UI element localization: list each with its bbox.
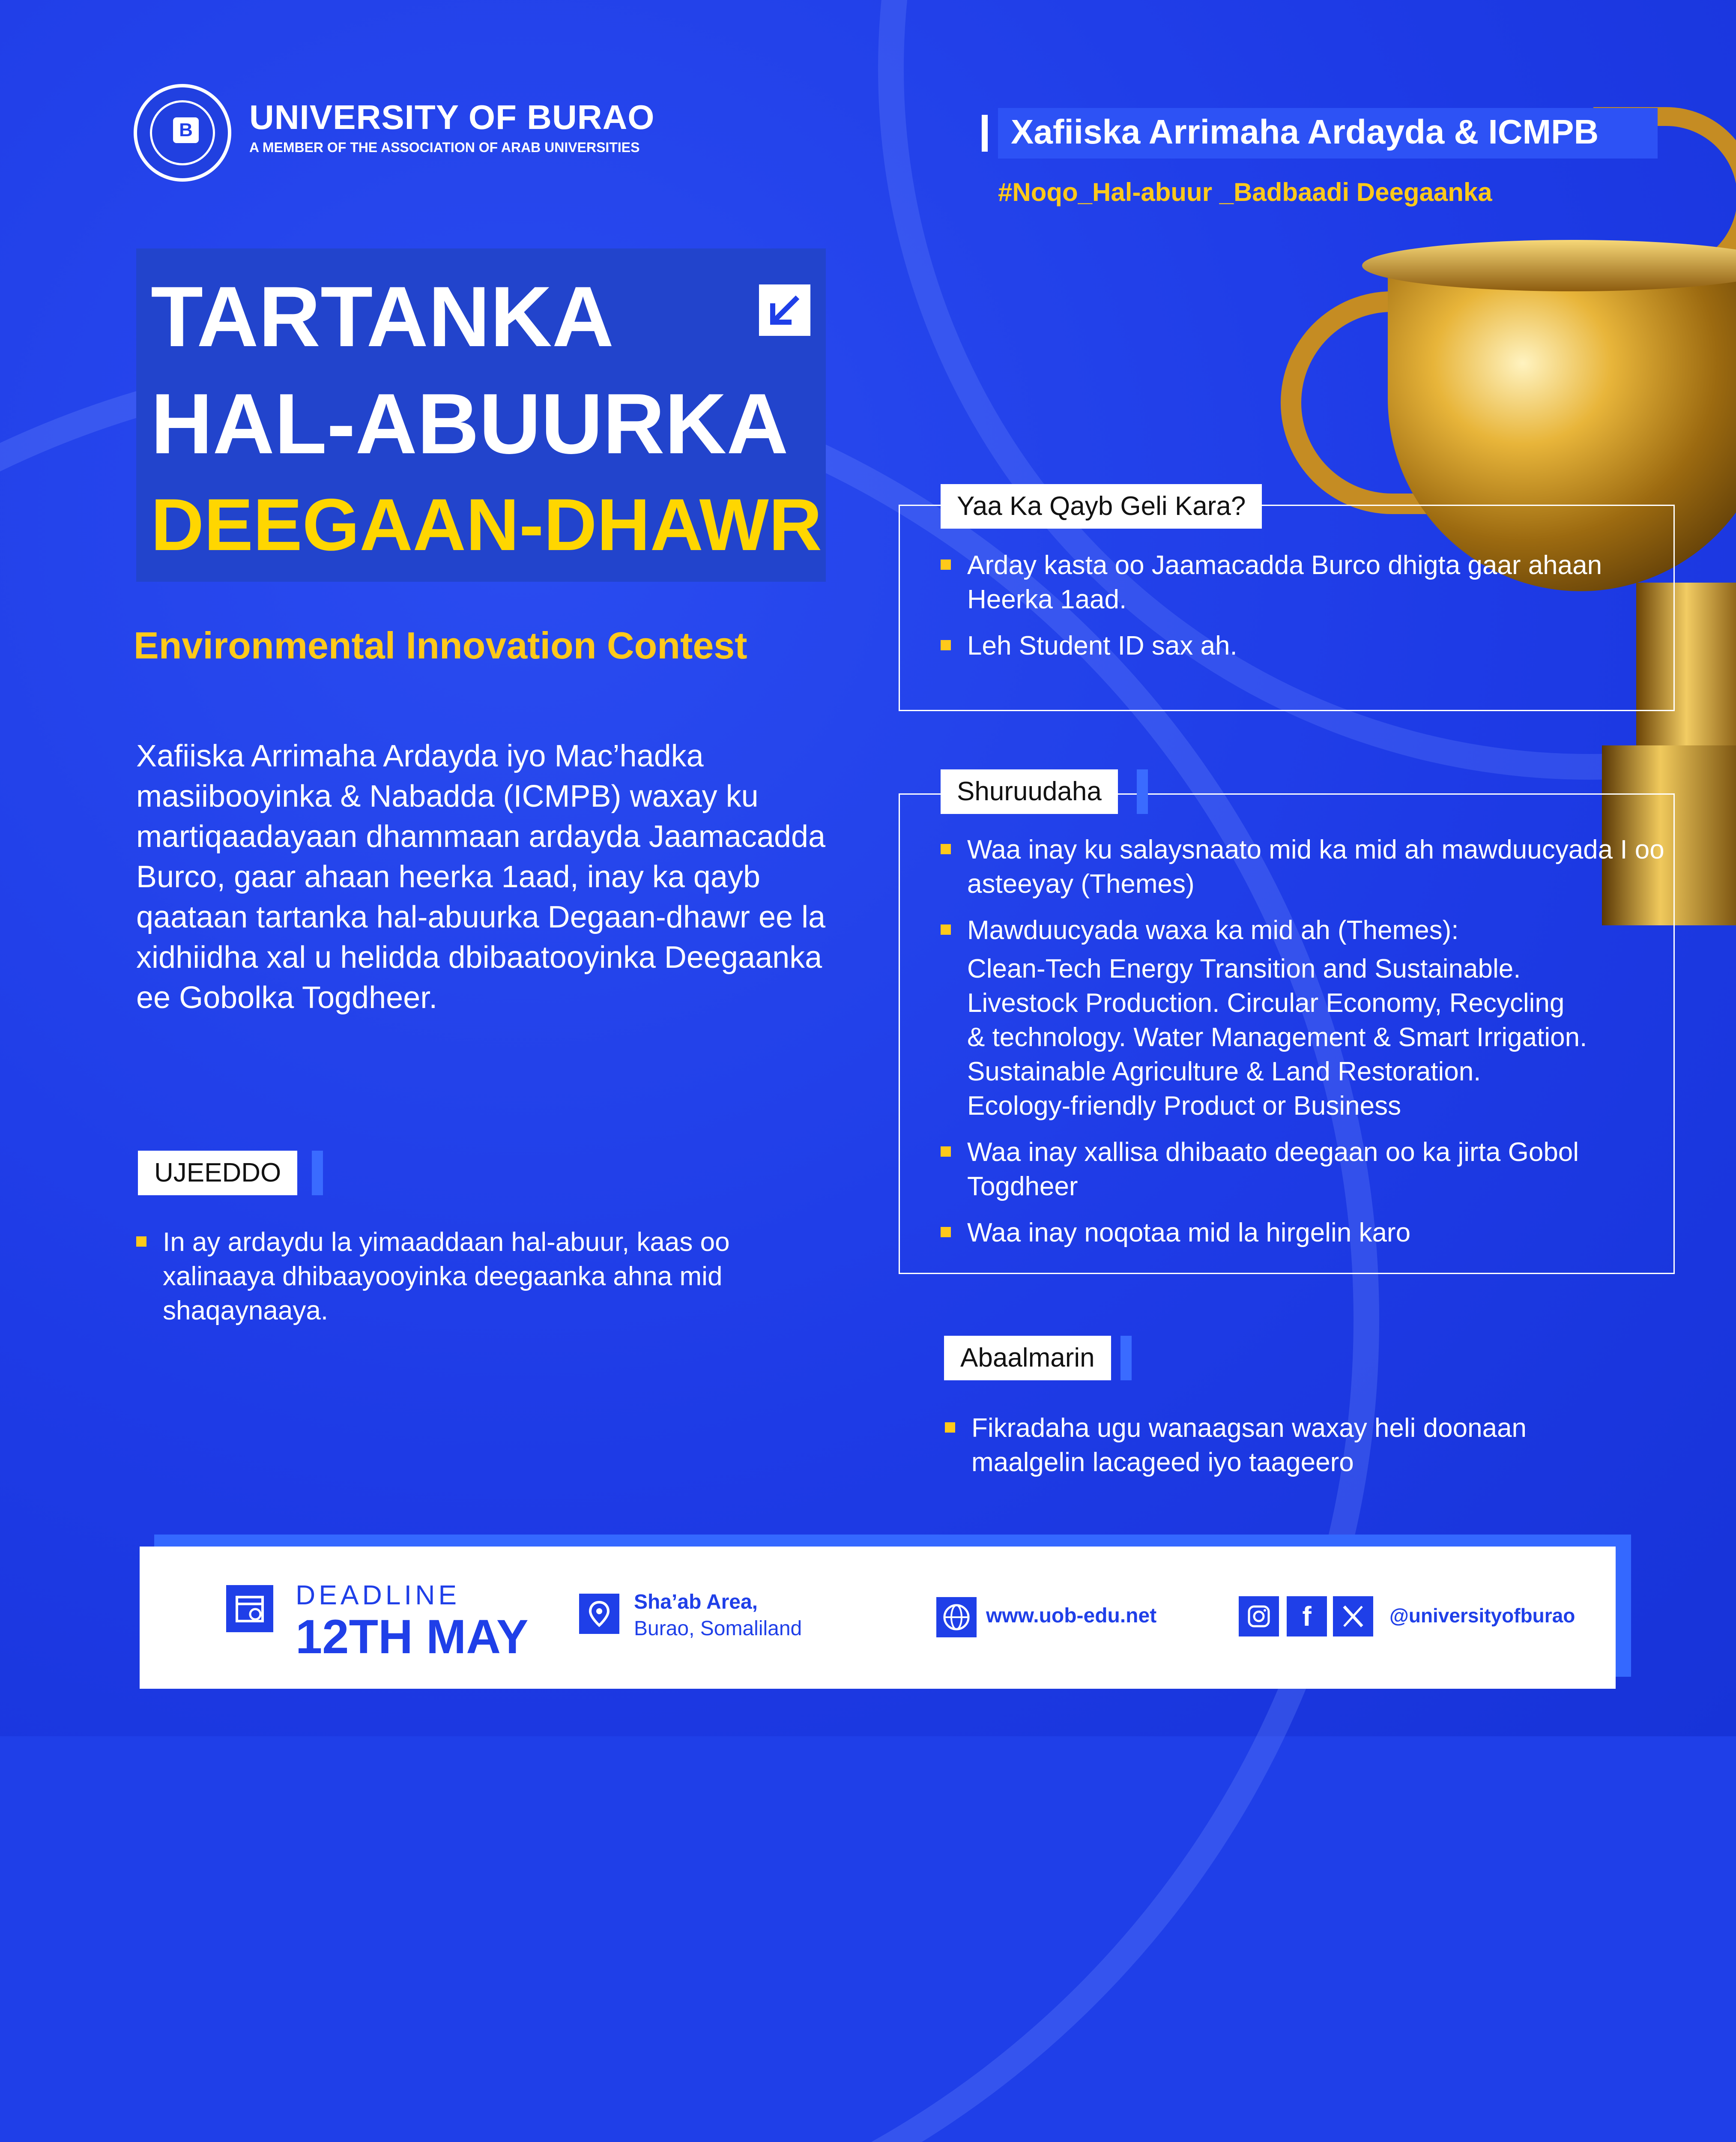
- list-item: Waa inay noqotaa mid la hirgelin karo: [941, 1216, 1664, 1250]
- themes-list: [941, 952, 1664, 1123]
- theme-line: Ecology-friendly Product or Business: [967, 1091, 1401, 1121]
- theme-line: & technology. Water Management & Smart Irrigation.: [967, 1023, 1587, 1052]
- university-name: UNIVERSITY OF BURAO: [249, 98, 655, 136]
- title-line-2: HAL-ABUURKA: [151, 376, 789, 472]
- location-line-1: Sha’ab Area,: [634, 1591, 758, 1613]
- university-logo: [134, 84, 231, 182]
- x-icon[interactable]: [1333, 1596, 1373, 1636]
- eligibility-list: [941, 548, 1652, 675]
- globe-icon: [936, 1597, 977, 1637]
- eligibility-label: Yaa Ka Qayb Geli Kara?: [941, 484, 1262, 529]
- deadline-date: 12TH MAY: [296, 1610, 529, 1663]
- facebook-icon[interactable]: f: [1287, 1596, 1327, 1636]
- title-line-3: DEEGAAN-DHAWR: [151, 484, 822, 566]
- contest-subtitle: Environmental Innovation Contest: [134, 624, 747, 667]
- objective-list: [136, 1225, 787, 1340]
- objective-label-accent: [312, 1151, 323, 1195]
- requirements-list: [941, 833, 1664, 1262]
- location-pin-icon: [579, 1594, 619, 1634]
- list-item: Arday kasta oo Jaamacadda Burco dhigta gaar ahaan Heerka 1aad.: [941, 548, 1652, 617]
- requirements-label-accent: [1137, 769, 1148, 814]
- list-item: Mawduucyada waxa ka mid ah (Themes):: [941, 913, 1664, 948]
- office-divider: [982, 115, 988, 152]
- list-item: Fikradaha ugu wanaagsan waxay heli doonaan maalgelin lacageed iyo taageero: [945, 1411, 1587, 1480]
- website-link[interactable]: www.uob-edu.net: [986, 1604, 1157, 1627]
- title-line-1: TARTANKA: [151, 269, 614, 365]
- list-item: Waa inay ku salaysnaato mid ka mid ah mawduucyada I oo asteeyay (Themes): [941, 833, 1664, 901]
- list-item: In ay ardaydu la yimaaddaan hal-abuur, kaas oo xalinaaya dhibaayooyinka deegaanka ahna mid shaqaynaaya.: [136, 1225, 787, 1328]
- theme-line: Sustainable Agriculture & Land Restoration.: [967, 1057, 1481, 1086]
- instagram-icon[interactable]: [1239, 1596, 1279, 1636]
- award-list: [945, 1411, 1587, 1492]
- social-handle[interactable]: @universityofburao: [1389, 1604, 1575, 1627]
- list-item: Leh Student ID sax ah.: [941, 629, 1652, 663]
- arrow-down-left-icon: [759, 284, 810, 336]
- deadline-label: DEADLINE: [296, 1580, 460, 1610]
- theme-line: Livestock Production. Circular Economy, Recycling: [967, 988, 1565, 1018]
- campaign-hashtag: #Noqo_Hal-abuur _Badbaadi Deegaanka: [998, 178, 1492, 206]
- calendar-icon: [226, 1585, 273, 1632]
- university-tagline: A MEMBER OF THE ASSOCIATION OF ARAB UNIVERSITIES: [249, 140, 640, 155]
- award-label-accent: [1120, 1336, 1132, 1380]
- theme-line: Clean-Tech Energy Transition and Sustainable.: [967, 954, 1521, 984]
- award-label: Abaalmarin: [944, 1336, 1111, 1380]
- location-line-2: Burao, Somaliland: [634, 1617, 802, 1640]
- intro-paragraph: Xafiiska Arrimaha Ardayda iyo Mac’hadka masiibooyinka & Nabadda (ICMPB) waxay ku martiqaadayaan dhammaan ardayda Jaamacadda Burco, gaar ahaan heerka 1aad, inay ka qayb qaataan tartanka hal-abuurka Degaan-dhawr ee la xidhiidha xal u helidda dbibaatooyinka Deegaanka ee Gobolka Togdheer.: [136, 739, 826, 1015]
- objective-label: UJEEDDO: [138, 1151, 297, 1195]
- university-seal-icon: B: [173, 117, 199, 143]
- list-item: Waa inay xallisa dhibaato deegaan oo ka jirta Gobol Togdheer: [941, 1135, 1664, 1204]
- requirements-label: Shuruudaha: [941, 769, 1118, 814]
- office-title: Xafiiska Arrimaha Ardayda & ICMPB: [1011, 113, 1599, 151]
